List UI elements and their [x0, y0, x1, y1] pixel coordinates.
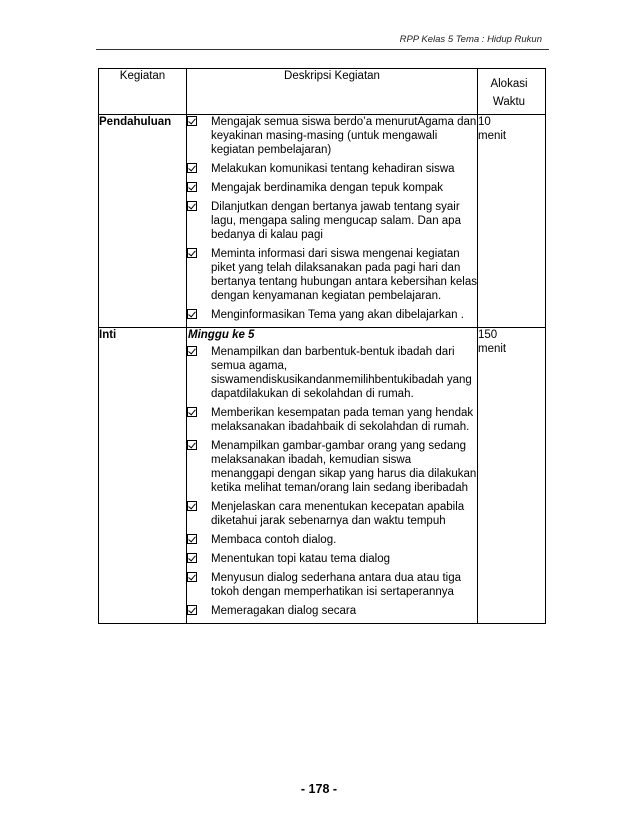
- waktu-value: 10: [478, 116, 491, 128]
- list-item-text: Menyusun dialog sederhana antara dua atau tiga tokoh dengan memperhatikan isi sertaperannya: [211, 572, 461, 598]
- checked-box-icon: [187, 572, 197, 582]
- checked-box-icon: [187, 346, 197, 356]
- list-item-text: Mengajak semua siswa berdo’a menurutAgama dan keyakinan masing-masing (untuk mengawali kegiatan pembelajaran): [211, 116, 477, 156]
- activity-list: [187, 345, 477, 618]
- waktu-cell: [478, 115, 546, 328]
- list-item-text: Mengajak berdinamika dengan tepuk kompak: [211, 182, 444, 194]
- list-item-text: Membaca contoh dialog.: [211, 534, 337, 546]
- list-item: [187, 439, 477, 495]
- checked-box-icon: [187, 248, 197, 258]
- list-item: [187, 308, 477, 322]
- checked-box-icon: [187, 116, 197, 126]
- list-item: [187, 345, 477, 401]
- list-item: [187, 247, 477, 303]
- list-item-text: Menentukan topi katau tema dialog: [211, 553, 391, 565]
- page-number: - 178 -: [300, 782, 338, 796]
- list-item-text: Menampilkan dan barbentuk-bentuk ibadah dari semua agama, siswamendiskusikandanmemilihbentukibadah yang dapatdilakukan di sekolahdan di rumah.: [211, 346, 472, 400]
- week-heading: Minggu ke 5: [188, 329, 255, 341]
- list-item-text: Menginformasikan Tema yang akan dibelajarkan .: [211, 309, 464, 321]
- column-header-kegiatan: Kegiatan: [99, 69, 187, 115]
- list-item: [187, 604, 477, 618]
- column-header-alokasi: [478, 69, 546, 115]
- list-item-text: Memberikan kesempatan pada teman yang hendak melaksanakan ibadahbaik di sekolahdan di rumah.: [211, 407, 474, 433]
- table-header-row: [99, 69, 546, 115]
- column-header-deskripsi: Deskripsi Kegiatan: [187, 69, 478, 115]
- list-item-text: Menampilkan gambar-gambar orang yang sedang melaksanakan ibadah, kemudian siswa menanggapi dengan sikap yang harus dia dilakukan ketika melihat teman/orang lain sedang iberibadah: [211, 440, 477, 494]
- kegiatan-cell: Inti: [99, 328, 187, 624]
- list-item: [187, 500, 477, 528]
- checked-box-icon: [187, 605, 197, 615]
- checked-box-icon: [187, 501, 197, 511]
- list-item: [187, 552, 477, 566]
- waktu-unit: menit: [478, 130, 507, 142]
- checked-box-icon: [187, 407, 197, 417]
- checked-box-icon: [187, 534, 197, 544]
- list-item: [187, 115, 477, 157]
- column-header-alokasi-line1: Alokasi: [490, 78, 528, 90]
- lesson-plan-table: [98, 68, 546, 624]
- waktu-cell: [478, 328, 546, 624]
- checked-box-icon: [187, 440, 197, 450]
- deskripsi-cell: [187, 115, 478, 328]
- running-header: RPP Kelas 5 Tema : Hidup Rukun: [399, 34, 542, 45]
- deskripsi-cell: [187, 328, 478, 624]
- list-item-text: Dilanjutkan dengan bertanya jawab tentang syair lagu, mengapa saling mengucap salam. Dan apa bedanya di kalau pagi: [211, 201, 461, 241]
- list-item-text: Memeragakan dialog secara: [211, 605, 357, 617]
- table-row: [99, 328, 546, 624]
- column-header-alokasi-line2: Waktu: [492, 96, 526, 108]
- list-item: [187, 200, 477, 242]
- header-rule: [96, 49, 549, 50]
- list-item: [187, 162, 477, 176]
- list-item: [187, 181, 477, 195]
- list-item: [187, 533, 477, 547]
- waktu-unit: menit: [478, 343, 507, 355]
- waktu-value: 150: [478, 329, 498, 341]
- list-item-text: Menjelaskan cara menentukan kecepatan apabila diketahui jarak sebenarnya dan waktu tempuh: [211, 501, 465, 527]
- checked-box-icon: [187, 201, 197, 211]
- list-item: [187, 406, 477, 434]
- checked-box-icon: [187, 182, 197, 192]
- table-row: [99, 115, 546, 328]
- list-item-text: Meminta informasi dari siswa mengenai kegiatan piket yang telah dilaksanakan pada pagi hari dan bertanya tentang hubungan antara kebersihan kelas dengan kenyamanan kegiatan pembelajaran.: [211, 248, 477, 302]
- checked-box-icon: [187, 553, 197, 563]
- list-item-text: Melakukan komunikasi tentang kehadiran siswa: [211, 163, 455, 175]
- list-item: [187, 571, 477, 599]
- kegiatan-cell: Pendahuluan: [99, 115, 187, 328]
- checked-box-icon: [187, 309, 197, 319]
- checked-box-icon: [187, 163, 197, 173]
- activity-list: [187, 115, 477, 322]
